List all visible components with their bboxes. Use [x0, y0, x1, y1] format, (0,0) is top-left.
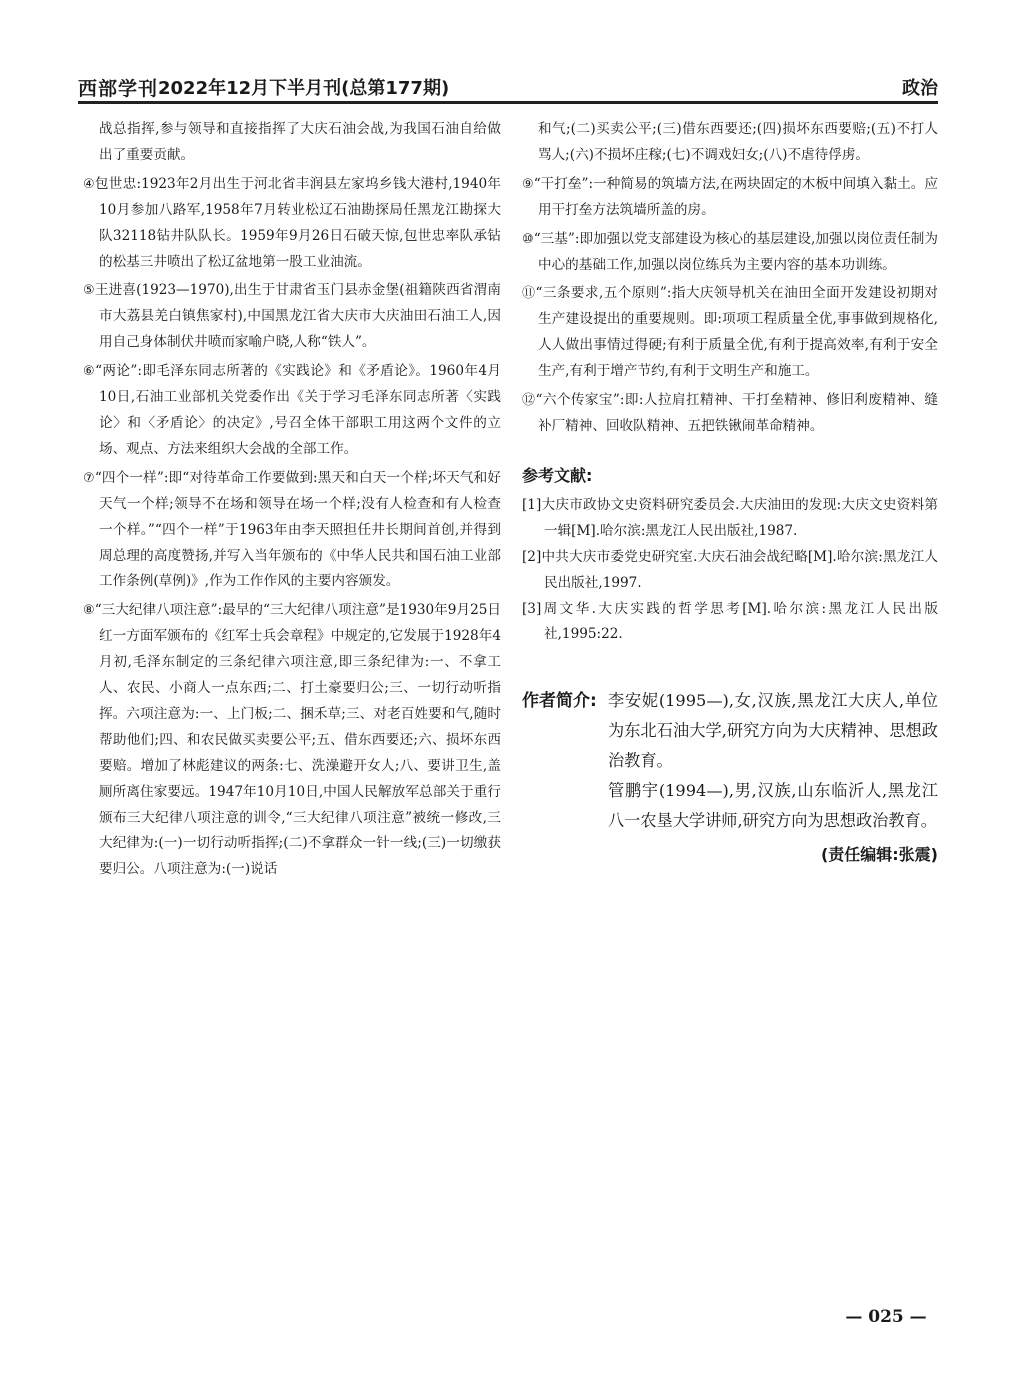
page-number: — 025 — [845, 1307, 927, 1327]
reference-item: [1]大庆市政协文史资料研究委员会.大庆油田的发现:大庆文史资料第一辑[M].哈尔滨:黑龙江人民出版社,1987. [522, 496, 938, 539]
reference-item: [3]周文华.大庆实践的哲学思考[M].哈尔滨:黑龙江人民出版社,1995:22. [522, 600, 938, 643]
references-heading: 参考文献: [522, 465, 593, 485]
author-label: 作者简介: [522, 691, 597, 712]
author-bio [522, 686, 938, 836]
author-entry: 管鹏宇(1994—),男,汉族,山东临沂人,黑龙江八一农垦大学讲师,研究方向为思想政治教育。 [608, 781, 938, 831]
note-4: ④包世忠:1923年2月出生于河北省丰润县左家坞乡钱大港村,1940年10月参加八路军,1958年7月转业松辽石油勘探局任黑龙江勘探大队32118钻井队队长。1959年9月26日石破天惊,包世忠率队承钻的松基三井喷出了松辽盆地第一股工业油流。 [83, 175, 501, 270]
note-continuation: 战总指挥,参与领导和直接指挥了大庆石油会战,为我国石油自给做出了重要贡献。 [99, 121, 501, 163]
note-7: ⑦“四个一样”:即“对待革命工作要做到:黑天和白天一个样;坏天气和好天气一个样;领导不在场和领导在场一个样;没有人检查和有人检查一个样。”“四个一样”于1963年由李天照担任井长期间首创,并得到周总理的高度赞扬,并写入当年颁布的《中华人民共和国石油工业部工作条例(草例)》,作为工作作风的主要内容颁发。 [83, 469, 502, 590]
reference-item: [2]中共大庆市委党史研究室.大庆石油会战纪略[M].哈尔滨:黑龙江人民出版社,1997. [522, 548, 938, 591]
note-12: ⑫“六个传家宝”:即:人拉肩扛精神、干打垒精神、修旧利废精神、缝补厂精神、回收队精神、五把铁锹闹革命精神。 [522, 392, 938, 434]
note-8: ⑧“三大纪律八项注意”:最早的“三大纪律八项注意”是1930年9月25日红一方面军颁布的《红军士兵会章程》中规定的,它发展于1928年4月初,毛泽东制定的三条纪律六项注意,即三条纪律为:一、不拿工人、农民、小商人一点东西;二、打土豪要归公;三、一切行动听指挥。六项注意为:一、上门板;二、捆禾草;三、对老百姓要和气,随时帮助他们;四、和农民做买卖要公平;五、借东西要还;六、损坏东西要赔。增加了林彪建议的两条:七、洗澡避开女人;八、要讲卫生,盖厕所离住家要远。1947年10月10日,中国人民解放军总部关于重行颁布三大纪律八项注意的训令,“三大纪律八项注意”被统一修改,三大纪律为:(一)一切行动听指挥;(二)不拿群众一针一线;(三)一切缴获要归公。八项注意为:(一)说话 [83, 602, 502, 878]
page-header [78, 70, 938, 102]
note-continuation: 和气;(二)买卖公平;(三)借东西要还;(四)损坏东西要赔;(五)不打人骂人;(六)不损坏庄稼;(七)不调戏妇女;(八)不虐待俘虏。 [538, 121, 938, 163]
responsible-editor: (责任编辑:张震) [820, 845, 938, 865]
left-column [83, 117, 501, 883]
note-9: ⑨“干打垒”:一种简易的筑墙方法,在两块固定的木板中间填入黏土。应用干打垒方法筑墙所盖的房。 [522, 175, 938, 218]
note-6: ⑥“两论”:即毛泽东同志所著的《实践论》和《矛盾论》。1960年4月10日,石油工业部机关党委作出《关于学习毛泽东同志所著〈实践论〉和〈矛盾论〉的决定》,号召全体干部职工用这两个文件的立场、观点、方法来组织大会战的全部工作。 [83, 363, 502, 457]
right-column [522, 117, 938, 868]
header-rule [78, 101, 938, 104]
references-list [522, 493, 938, 648]
note-10: ⑩“三基”:即加强以党支部建设为核心的基层建设,加强以岗位责任制为中心的基础工作,加强以岗位练兵为主要内容的基本功训练。 [522, 230, 938, 273]
note-11: ⑪“三条要求,五个原则”:指大庆领导机关在油田全面开发建设初期对生产建设提出的重要规则。即:项项工程质量全优,事事做到规格化,人人做出事情过得硬;有利于质量全优,有利于提高效率,有利于安全生产,有利于增产节约,有利于文明生产和施工。 [522, 285, 938, 380]
issue-info: 2022年12月下半月刊(总第177期) [158, 78, 450, 99]
note-5: ⑤王进喜(1923—1970),出生于甘肃省玉门县赤金堡(祖籍陕西省渭南市大荔县羌白镇焦家村),中国黑龙江省大庆市大庆油田石油工人,因用自己身体制伏井喷而家喻户晓,人称“铁人”。 [83, 282, 502, 351]
author-text [608, 686, 938, 836]
journal-logo: 西部学刊 [78, 78, 159, 100]
section-name: 政治 [902, 78, 938, 99]
author-entry: 李安妮(1995—),女,汉族,黑龙江大庆人,单位为东北石油大学,研究方向为大庆精神、思想政治教育。 [608, 691, 938, 771]
